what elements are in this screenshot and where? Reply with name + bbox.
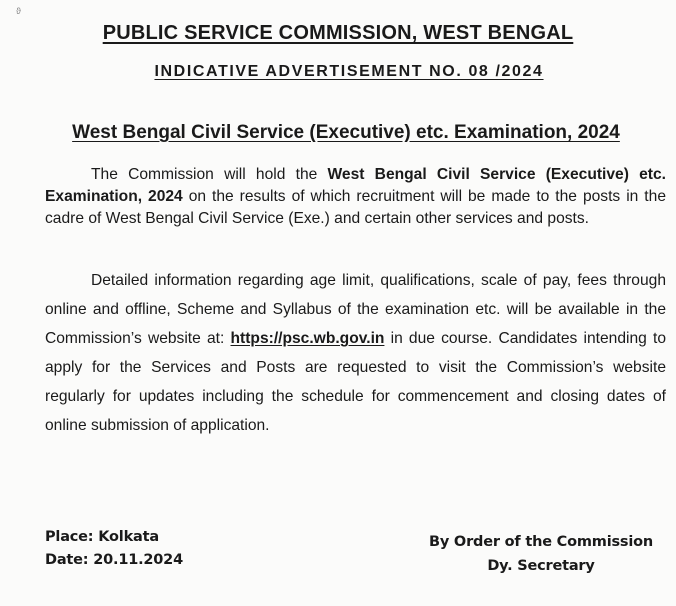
- paragraph-2-text-b: in due course. Candidates intending to apply for the Services and Posts are requested to visit the Commission’s website regularly for updates including the schedule for commencement and closing dates of online submission of application.: [45, 330, 666, 434]
- website-link[interactable]: https://psc.wb.gov.in: [230, 330, 385, 347]
- date-label: Date: 20.11.2024: [45, 552, 183, 568]
- place-date-block: [45, 526, 183, 572]
- paragraph-announcement: [45, 164, 666, 230]
- paragraph-1-text-a: The Commission will hold the: [91, 166, 328, 183]
- paragraph-2-text-a: Detailed information regarding age limit, qualifications, scale of pay, fees through online and offline, Scheme and Syllabus of the examination etc. will be available in the Commission’s website at:: [45, 272, 666, 347]
- place-label: Place: Kolkata: [45, 529, 159, 545]
- signature-block: [424, 530, 658, 578]
- order-line: By Order of the Commission: [428, 534, 653, 550]
- paragraph-details: [45, 266, 666, 440]
- paragraph-1-exam-name: West Bengal Civil Service (Executive) etc. Examination, 2024: [45, 166, 666, 205]
- paragraph-1-text-b: on the results of which recruitment will be made to the posts in the cadre of West Bengal Civil Service (Exe.) and certain other services and posts.: [45, 188, 666, 227]
- corner-mark: ϑ: [16, 6, 21, 16]
- examination-title: West Bengal Civil Service (Executive) etc. Examination, 2024: [72, 122, 620, 143]
- advertisement-number: INDICATIVE ADVERTISEMENT NO. 08 /2024: [154, 63, 544, 80]
- designation: Dy. Secretary: [487, 558, 595, 574]
- organization-title: PUBLIC SERVICE COMMISSION, WEST BENGAL: [102, 22, 574, 44]
